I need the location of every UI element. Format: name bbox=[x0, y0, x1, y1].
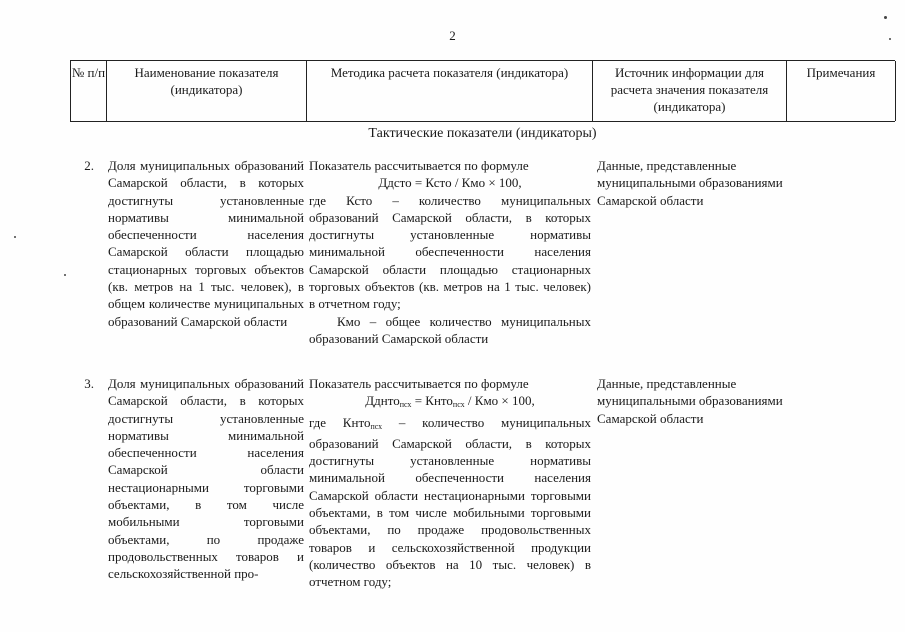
indicator-name: Доля муниципальных образований Самарской области, в которых достигнуты установленные нормативы минимальной обеспеченности населения Самарской области площадью стационарных торговых объектов (кв. метров на 1 тыс. человек), в общем количестве муниципальных образований Самарской области bbox=[108, 158, 304, 329]
scan-speck bbox=[14, 236, 16, 238]
formula: Дднто$_{псх}$ = Кнто$_{псх}$ / Кмо × 100, bbox=[365, 393, 535, 410]
header-num: № п/п bbox=[71, 61, 107, 121]
data-source: Данные, представленные муниципальными образованиями Самарской области bbox=[597, 158, 783, 208]
calculation-method bbox=[309, 375, 591, 591]
data-source: Данные, представленные муниципальными образованиями Самарской области bbox=[597, 376, 783, 426]
formula: Ддсто = Ксто / Кмо × 100, bbox=[378, 175, 522, 191]
scan-speck bbox=[884, 16, 887, 19]
method-where: где Ксто – количество муниципальных образований Самарской области, в которых достигнуты установленные нормативы минимальной обеспеченности населения Самарской области площадью стационарных торговых объектов (кв. метров на 1 тыс. человек) в отчетном году; bbox=[309, 192, 591, 312]
method-intro: Показатель рассчитывается по формуле bbox=[309, 376, 529, 391]
section-title: Тактические показатели (индикаторы) bbox=[368, 126, 597, 141]
calculation-method bbox=[309, 157, 591, 347]
method-where: где Кнто$_{псх}$ – количество муниципальных образований Самарской области, в которых достигнуты установленные нормативы минимальной обеспеченности населения Самарской области нестационарными торговыми объектами, в том числе мобильными торговыми объектами, по продаже продовольственных товаров и сельскохозяйственной продукции (количество объектов на 10 тыс. человек) в отчетном году; bbox=[309, 414, 591, 590]
method-intro: Показатель рассчитывается по формуле bbox=[309, 158, 529, 173]
table-header bbox=[70, 60, 895, 122]
scan-speck bbox=[889, 38, 891, 40]
header-notes: Примечания bbox=[787, 61, 896, 121]
row-number: 3. bbox=[84, 376, 94, 391]
method-kmo: Кмо – общее количество муниципальных образований Самарской области bbox=[309, 313, 591, 346]
header-method: Методика расчета показателя (индикатора) bbox=[307, 61, 593, 121]
header-source: Источник информации для расчета значения показателя (индикатора) bbox=[593, 61, 787, 121]
indicator-name: Доля муниципальных образований Самарской области, в которых достигнуты установленные нормативы минимальной обеспеченности населения Самарской области нестационарными торговыми объектами, в том числе мобильными торговыми объектами, по продаже продовольственных товаров и сельскохозяйственной про- bbox=[108, 376, 304, 582]
row-number: 2. bbox=[84, 158, 94, 173]
scan-speck bbox=[64, 274, 66, 276]
header-name: Наименование показателя (индикатора) bbox=[107, 61, 307, 121]
page-number: 2 bbox=[449, 28, 456, 43]
